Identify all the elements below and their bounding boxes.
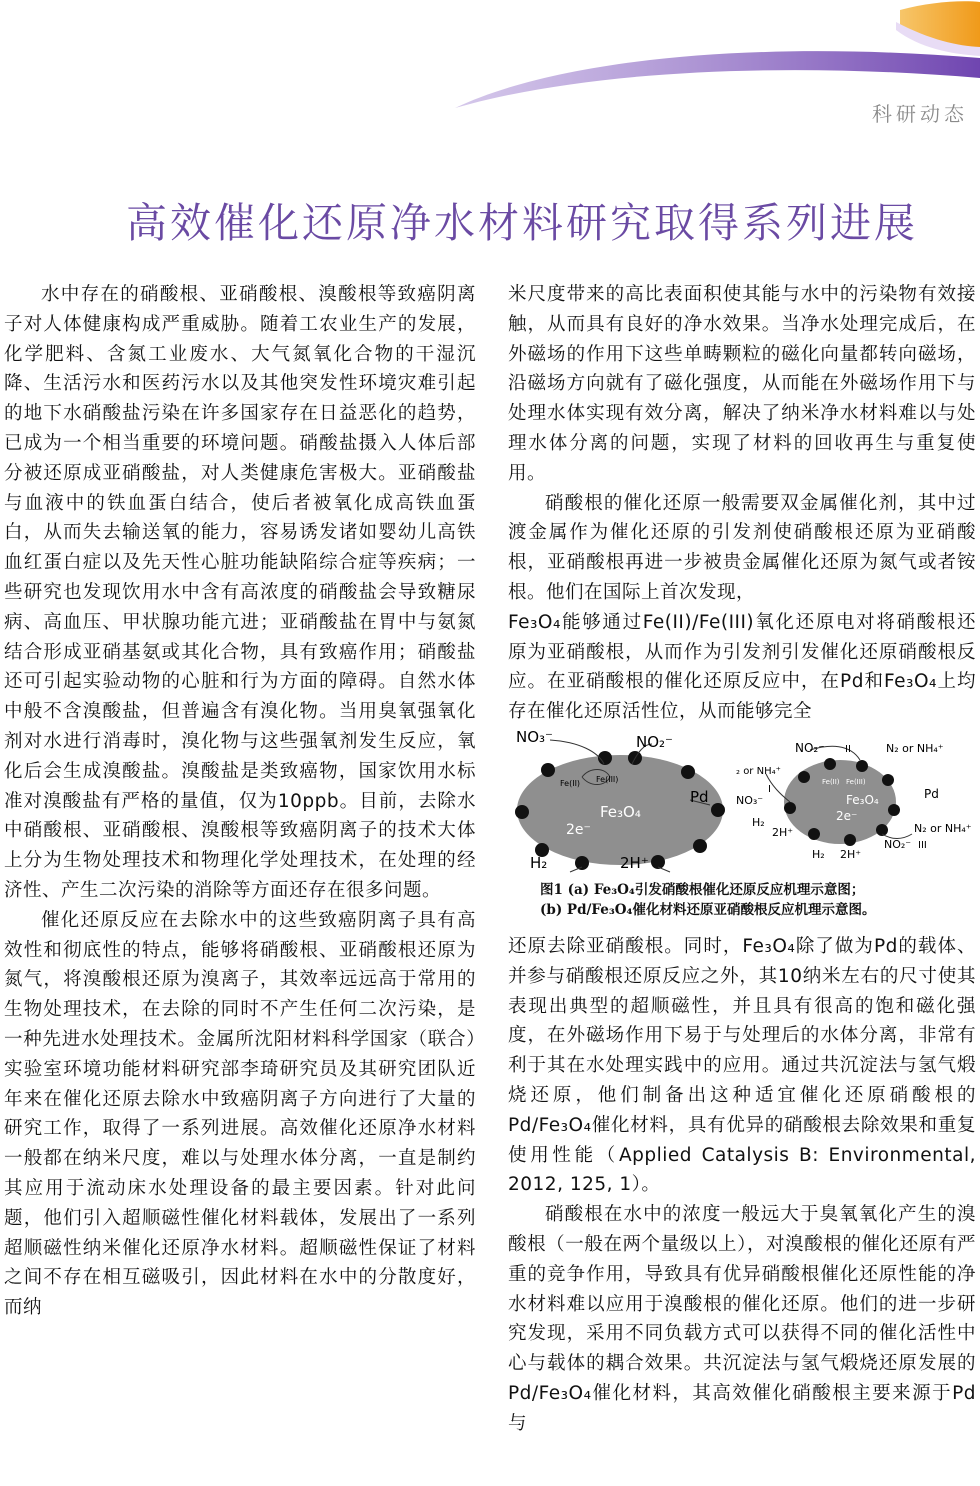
fig-a-no3: NO₃⁻ bbox=[516, 728, 553, 746]
fig-b-pd: Pd bbox=[924, 787, 939, 801]
right-column-bottom bbox=[508, 932, 976, 1439]
paragraph-5: 还原去除亚硝酸根。同时，Fe₃O₄除了做为Pd的载体、并参与硝酸根还原反应之外，其10纳米左右的尺寸使其表现出典型的超顺磁性，并且具有很高的饱和磁化强度，在外磁场作用下易于与处理后的水体分离，非常有利于其在水处理实践中的应用。通过共沉淀法与氢气煅烧还原，他们制备出这种适宜催化还原硝酸根的Pd/Fe₃O₄催化材料，具有优异的硝酸根去除效果和重复使用性能（Applied Catalysis B: Environmental, 2012, 125, 1）。 bbox=[508, 936, 976, 1196]
fig-b-label-3: III bbox=[918, 840, 927, 851]
figure-panel-b bbox=[736, 741, 972, 861]
fig-a-fe2: Fe(II) bbox=[560, 779, 581, 788]
article-title: 高效催化还原净水材料研究取得系列进展 bbox=[126, 199, 918, 247]
paragraph-4a: 硝酸根的催化还原一般需要双金属催化剂，其中过渡金属作为催化还原的引发剂使硝酸根还原为亚硝酸根，亚硝酸根再进一步被贵金属催化还原为氮气或者铵根。他们在国际上首次发现， bbox=[508, 492, 976, 603]
section-label: 科研动态 bbox=[872, 102, 968, 126]
fig-a-fe3o4: Fe₃O₄ bbox=[600, 803, 641, 821]
paragraph-6: 硝酸根在水中的浓度一般远大于臭氧氧化产生的溴酸根（一般在两个量级以上），对溴酸根的催化还原有严重的竞争作用，导致具有优异硝酸根催化还原性能的净水材料难以应用于溴酸根的催化还原。他们的进一步研究发现，采用不同负载方式可以获得不同的催化活性中心与载体的耦合效果。共沉淀法与氢气煅烧还原发展的Pd/Fe₃O₄催化材料，其高效催化硝酸根主要来源于Pd与 bbox=[508, 1204, 976, 1434]
fig-b-n2-left: ₂ or NH₄⁺ bbox=[736, 766, 781, 777]
fig-b-fe3: Fe(III) bbox=[846, 778, 866, 786]
fig-b-h2-bottom: H₂ bbox=[812, 848, 825, 861]
figure-panel-a bbox=[515, 728, 725, 872]
fig-b-fe2: Fe(II) bbox=[822, 778, 840, 786]
fig-b-no2-bottom: NO₂⁻ bbox=[884, 838, 912, 851]
fig-b-no2-top: NO₂⁻ bbox=[795, 741, 825, 755]
fig-b-h2-left: H₂ bbox=[752, 816, 765, 829]
pd-dot bbox=[541, 763, 555, 777]
pd-dot bbox=[784, 802, 796, 814]
fig-b-2h-left: 2H⁺ bbox=[772, 826, 794, 839]
fig-a-pd: Pd bbox=[690, 788, 709, 806]
paragraph-2: 催化还原反应在去除水中的这些致癌阴离子具有高效性和彻底性的特点，能够将硝酸根、亚硝酸根还原为氮气，将溴酸根还原为溴离子，其效率远远高于常用的生物处理技术，在去除的同时不产生任何二次污染，是一种先进水处理技术。金属所沈阳材料科学国家（联合）实验室环境功能材料研究部李琦研究员及其研究团队近年来在催化还原去除水中致癌阴离子方向进行了大量的研究工作，取得了一系列进展。高效催化还原净水材料一般都在纳米尺度，难以与处理水体分离，一直是制约其应用于流动床水处理设备的最主要因素。针对此问题，他们引入超顺磁性催化材料载体，发展出了一系列超顺磁性纳米催化还原净水材料。超顺磁性保证了材料之间不存在相互磁吸引，因此材料在水中的分散度好，而纳 bbox=[4, 909, 476, 1319]
left-column bbox=[4, 280, 476, 1323]
fig-a-fe3: Fe(III) bbox=[596, 775, 619, 784]
pd-dot bbox=[844, 834, 856, 846]
caption-line-1: 图1 (a) Fe₃O₄引发硝酸根催化还原反应机理示意图； bbox=[540, 882, 865, 898]
pd-dot bbox=[575, 856, 589, 870]
fig-b-n2-right: N₂ or NH₄⁺ bbox=[914, 822, 972, 835]
fig-b-electron: 2e⁻ bbox=[836, 809, 858, 823]
pd-dot bbox=[681, 765, 695, 779]
pd-dot bbox=[856, 760, 868, 772]
fig-b-2h-bottom: 2H⁺ bbox=[840, 848, 862, 861]
pd-dot bbox=[888, 804, 900, 816]
caption-line-2: (b) Pd/Fe₃O₄催化材料还原亚硝酸根反应机理示意图。 bbox=[540, 902, 876, 918]
header-swoosh bbox=[0, 0, 980, 160]
fig-b-no3: NO₃⁻ bbox=[736, 794, 764, 807]
pd-dot bbox=[882, 774, 894, 786]
fig-b-fe3o4: Fe₃O₄ bbox=[846, 793, 879, 807]
fig-b-n2-top: N₂ or NH₄⁺ bbox=[886, 742, 944, 755]
pd-dot bbox=[693, 839, 707, 853]
figure-caption bbox=[540, 880, 970, 920]
pd-dot bbox=[808, 828, 820, 840]
fig-a-electron: 2e⁻ bbox=[566, 822, 591, 838]
paragraph-1: 水中存在的硝酸根、亚硝酸根、溴酸根等致癌阴离子对人体健康构成严重威胁。随着工农业生产的发展，化学肥料、含氮工业废水、大气氮氧化合物的干湿沉降、生活污水和医药污水以及其他突发性环境灾难引起的地下水硝酸盐污染在许多国家存在日益恶化的趋势，已成为一个相当重要的环境问题。硝酸盐摄入人体后部分被还原成亚硝酸盐，对人类健康危害极大。亚硝酸盐与血液中的铁血蛋白结合，使后者被氧化成高铁血蛋白，从而失去输送氧的能力，容易诱发诸如婴幼儿高铁血红蛋白症以及先天性心脏功能缺陷综合症等疾病；一些研究也发现饮用水中含有高浓度的硝酸盐会导致糖尿病、高血压、甲状腺功能亢进；亚硝酸盐在胃中与氨氮结合形成亚硝基氨或其化合物，具有致癌作用；硝酸盐还可引起实验动物的心脏和行为方面的障碍。自然水体中般不含溴酸盐，但普遍含有溴化物。当用臭氧强氧化剂对水进行消毒时，溴化物与这些强氧剂发生反应，氧化后会生成溴酸盐。溴酸盐是类致癌物，国家饮用水标准对溴酸盐有严格的量值，仅为10ppb。目前，去除水中硝酸根、亚硝酸根、溴酸根等致癌阴离子的技术大体上分为生物处理技术和物理化学处理技术，在处理的经济性、产生二次污染的消除等方面还存在很多问题。 bbox=[4, 284, 476, 901]
pd-dot bbox=[824, 758, 836, 770]
paragraph-3: 米尺度带来的高比表面积使其能与水中的污染物有效接触，从而具有良好的净水效果。当净水处理完成后，在外磁场的作用下这些单畴颗粒的磁化向量都转向磁场，沿磁场方向就有了磁化强度，从而能在外磁场作用下与处理水体实现有效分离，解决了纳米净水材料难以与处理水体分离的问题，实现了材料的回收再生与重复使用。 bbox=[508, 284, 976, 484]
right-column-top bbox=[508, 280, 976, 727]
fig-b-label-2: II bbox=[845, 744, 851, 755]
paragraph-4b: Fe₃O₄能够通过Fe(II)/Fe(III)氧化还原电对将硝酸根还原为亚硝酸根，从而作为引发剂引发催化还原硝酸根反应。在亚硝酸根的催化还原反应中，在Pd和Fe₃O₄上均存在催化还原活性位，从而能够完全 bbox=[508, 611, 976, 723]
fig-a-2h: 2H⁺ bbox=[620, 854, 649, 872]
pd-dot bbox=[798, 771, 810, 783]
pd-dot bbox=[711, 803, 725, 817]
fig-a-no2: NO₂⁻ bbox=[636, 733, 673, 751]
fig-b-label-1: I bbox=[768, 784, 771, 795]
pd-dot bbox=[515, 805, 529, 819]
pd-dot bbox=[651, 855, 665, 869]
mechanism-figure bbox=[510, 722, 976, 882]
fig-a-h2: H₂ bbox=[530, 854, 548, 872]
